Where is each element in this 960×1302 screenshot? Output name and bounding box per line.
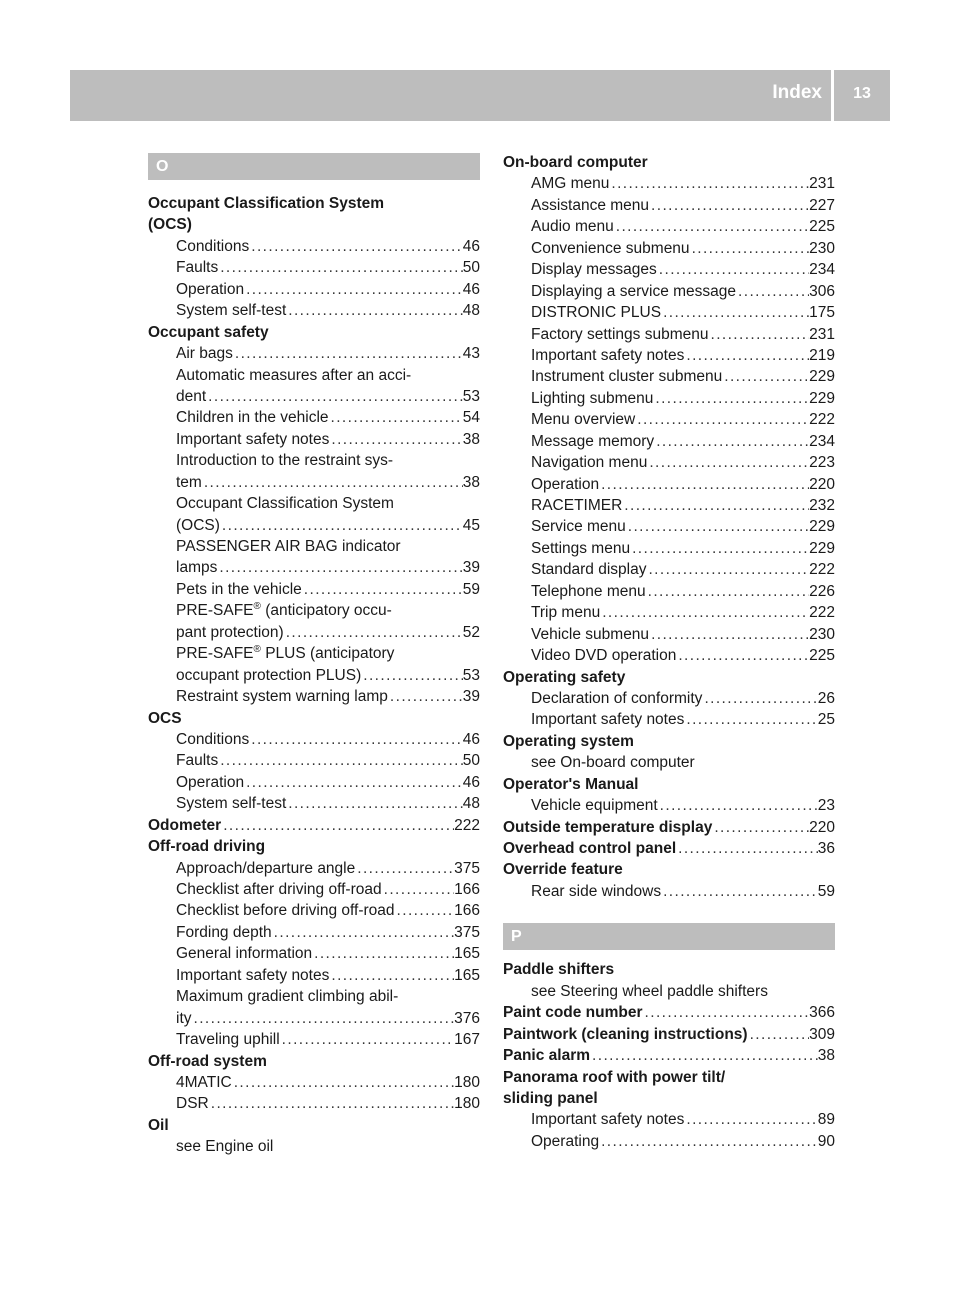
index-entry[interactable]: (OCS) ..... 45 [148, 515, 480, 536]
index-entry-line: PASSENGER AIR BAG indicator [176, 538, 401, 555]
index-entry-line: Introduction to the restraint sys- [176, 452, 394, 470]
index-entry[interactable]: Standard display ..... 222 [503, 559, 835, 580]
index-entry[interactable]: Outside temperature display ..... 220 [503, 817, 835, 838]
index-entry[interactable]: Conditions ..... 46 [148, 729, 480, 750]
index-entry[interactable]: Operation ..... 46 [148, 772, 480, 793]
index-heading: Operating safety [503, 668, 626, 686]
index-heading: Occupant Classification System [148, 195, 385, 212]
index-entry[interactable]: Audio menu ..... 225 [503, 216, 835, 237]
index-heading: Off-road driving [148, 838, 266, 856]
index-entry-line: Maximum gradient climbing abil- [176, 988, 399, 1006]
index-heading: Override feature [503, 861, 623, 879]
index-see-reference[interactable]: see On-board computer [531, 754, 695, 772]
index-entry[interactable]: Air bags ..... 43 [148, 343, 480, 364]
index-heading: Paddle shifters [503, 961, 615, 979]
index-entry[interactable]: Pets in the vehicle ..... 59 [148, 579, 480, 600]
index-entry[interactable]: Instrument cluster submenu ..... 229 [503, 366, 835, 387]
index-entry[interactable]: Factory settings submenu ..... 231 [503, 324, 835, 345]
index-entry[interactable]: Faults ..... 50 [148, 750, 480, 771]
index-column-left [148, 153, 480, 1158]
section-header-p: P [503, 923, 835, 950]
index-entry[interactable]: Odometer ..... 222 [148, 815, 480, 836]
index-entry[interactable]: Operation ..... 220 [503, 474, 835, 495]
index-heading: Off-road system [148, 1052, 267, 1070]
index-entry-line: PRE-SAFE® (anticipatory occu- [176, 601, 392, 620]
index-entry[interactable]: Displaying a service message ..... 306 [503, 281, 835, 302]
index-entry[interactable]: dent ..... 53 [148, 386, 480, 407]
index-entry[interactable]: DSR ..... 180 [148, 1093, 480, 1114]
index-entry[interactable]: DISTRONIC PLUS ..... 175 [503, 302, 835, 323]
page-header [70, 70, 890, 121]
index-entry[interactable]: General information ..... 165 [148, 943, 480, 964]
index-entry[interactable]: Important safety notes ..... 219 [503, 345, 835, 366]
index-entry[interactable]: Paintwork (cleaning instructions) ..... 309 [503, 1024, 835, 1045]
index-entry[interactable]: Display messages ..... 234 [503, 259, 835, 280]
page-number: 13 [853, 85, 871, 102]
index-heading: Operating system [503, 732, 634, 750]
index-entry[interactable]: Panic alarm ..... 38 [503, 1045, 835, 1066]
index-entry[interactable]: Assistance menu ..... 227 [503, 195, 835, 216]
index-entry[interactable]: Message memory ..... 234 [503, 431, 835, 452]
index-entry[interactable]: Service menu ..... 229 [503, 516, 835, 537]
index-entry[interactable]: System self-test ..... 48 [148, 300, 480, 321]
index-entry[interactable]: Vehicle equipment ..... 23 [503, 795, 835, 816]
index-entry[interactable]: Restraint system warning lamp ..... 39 [148, 686, 480, 707]
index-entry-line: Automatic measures after an acci- [176, 366, 412, 384]
index-entry[interactable]: Approach/departure angle ..... 375 [148, 858, 480, 879]
index-entry[interactable]: Conditions ..... 46 [148, 236, 480, 257]
index-entry[interactable]: Overhead control panel ..... 36 [503, 838, 835, 859]
index-entry[interactable]: Declaration of conformity ..... 26 [503, 688, 835, 709]
index-entry[interactable]: lamps ..... 39 [148, 557, 480, 578]
index-entry-line: PRE-SAFE® PLUS (anticipatory [176, 644, 395, 663]
index-entry[interactable]: Settings menu ..... 229 [503, 538, 835, 559]
index-heading: (OCS) [148, 216, 192, 234]
index-entry[interactable]: Video DVD operation ..... 225 [503, 645, 835, 666]
index-entry[interactable]: Fording depth ..... 375 [148, 922, 480, 943]
index-entry[interactable]: AMG menu ..... 231 [503, 173, 835, 194]
index-entry[interactable]: Checklist after driving off-road ..... 166 [148, 879, 480, 900]
index-entry[interactable]: Important safety notes ..... 38 [148, 429, 480, 450]
index-heading: sliding panel [503, 1089, 598, 1107]
index-entry[interactable]: Operating ..... 90 [503, 1131, 835, 1152]
index-entry[interactable]: Faults ..... 50 [148, 257, 480, 278]
index-see-reference[interactable]: see Engine oil [176, 1138, 274, 1156]
index-entry[interactable]: tem ..... 38 [148, 472, 480, 493]
index-heading: Occupant safety [148, 323, 269, 341]
index-entry[interactable]: Important safety notes ..... 25 [503, 709, 835, 730]
index-entry[interactable]: Lighting submenu ..... 229 [503, 388, 835, 409]
index-column-right [503, 152, 835, 1152]
index-heading: Oil [148, 1116, 169, 1134]
index-entry[interactable]: Traveling uphill ..... 167 [148, 1029, 480, 1050]
index-see-reference[interactable]: see Steering wheel paddle shifters [531, 982, 768, 1000]
index-entry[interactable]: Navigation menu ..... 223 [503, 452, 835, 473]
index-entry[interactable]: ity ..... 376 [148, 1008, 480, 1029]
index-entry[interactable]: pant protection) ..... 52 [148, 622, 480, 643]
index-entry[interactable]: Important safety notes ..... 165 [148, 965, 480, 986]
index-entry[interactable]: Vehicle submenu ..... 230 [503, 624, 835, 645]
index-entry[interactable]: Telephone menu ..... 226 [503, 581, 835, 602]
index-heading: OCS [148, 709, 182, 727]
index-entry[interactable]: RACETIMER ..... 232 [503, 495, 835, 516]
index-heading: Operator's Manual [503, 775, 639, 793]
index-entry[interactable]: Menu overview ..... 222 [503, 409, 835, 430]
index-entry-line: Occupant Classification System [176, 495, 394, 513]
index-heading: Panorama roof with power tilt/ [503, 1068, 726, 1086]
index-entry[interactable]: 4MATIC ..... 180 [148, 1072, 480, 1093]
index-entry[interactable]: Trip menu ..... 222 [503, 602, 835, 623]
index-entry[interactable]: Convenience submenu ..... 230 [503, 238, 835, 259]
index-entry[interactable]: Children in the vehicle ..... 54 [148, 407, 480, 428]
section-header-o: O [148, 153, 480, 180]
index-entry[interactable]: occupant protection PLUS) ..... 53 [148, 665, 480, 686]
header-title: Index [772, 82, 822, 103]
index-heading: On-board computer [503, 154, 648, 171]
index-entry[interactable]: Important safety notes ..... 89 [503, 1109, 835, 1130]
index-entry[interactable]: Paint code number ..... 366 [503, 1002, 835, 1023]
index-entry[interactable]: Checklist before driving off-road ..... 166 [148, 900, 480, 921]
index-entry[interactable]: System self-test ..... 48 [148, 793, 480, 814]
index-entry[interactable]: Operation ..... 46 [148, 279, 480, 300]
index-entry[interactable]: Rear side windows ..... 59 [503, 881, 835, 902]
